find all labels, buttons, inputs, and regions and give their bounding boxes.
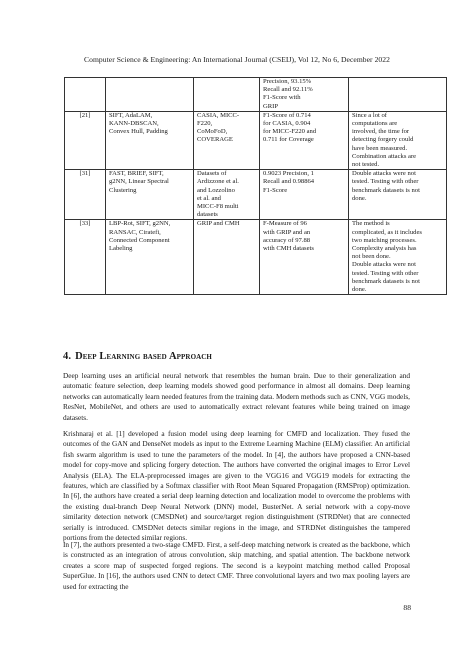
comparison-table — [64, 77, 447, 295]
table-cell — [194, 78, 260, 112]
paragraph-related-work: Krishnaraj et al. [1] developed a fusion model using deep learning for CMFD and localization. They fused the outcomes of the GAN and DenseNet models as input to the Extreme Learning Machine (ELM) classifier. An artificial fish swarm algorithm is used to tune the parameters of the model. In [4], the authors have proposed a CNN-based model for copy-move and splicing forgery detection. The authors have converted the original images to Error Level Analysis (ELA). The ELA-preprocessed images are given to the VGG16 and VGG19 models for extracting the features, which are classified by a Softmax classifier with Root Mean Squared Propagation (RMSProp) optimization. In [6], the authors have created a serial deep learning detection and localization model to overcome the problems with the existing dual-branch Deep Neural Network (DNN) model, BusterNet. A serial network with a copy-move similarity detection network (CMSDNet) and source/target region distinguishment (STRDNet) that are connected serially is introduced. CMSDNet detects similar regions in the image, and STRDNet distinguishes the tampered portions from the detected similar regions. — [63, 429, 410, 543]
table-row — [65, 111, 447, 169]
table-cell: Precision, 93.15% Recall and 92.11% F1-Score with GRIP — [260, 78, 349, 112]
table-cell: Double attacks were not tested. Testing with other benchmark datasets is not done. — [349, 170, 447, 220]
table-cell: FAST, BRIEF, SIFT, g2NN, Linear Spectral Clustering — [106, 170, 194, 220]
table-cell: 0.9023 Precision, 1 Recall and 0.98864 F1-Score — [260, 170, 349, 220]
table-cell: F-Measure of 96 with GRIP and an accuracy of 97.88 with CMH datasets — [260, 220, 349, 295]
section-number: 4. — [63, 351, 72, 362]
table-cell: SIFT, AdaLAM, KANN-DBSCAN, Convex Hull, Padding — [106, 111, 194, 169]
table-cell: GRIP and CMH — [194, 220, 260, 295]
table-row — [65, 78, 447, 112]
table-cell: [31] — [65, 170, 106, 220]
table-cell: CASIA, MICC- F220, CoMoFoD, COVERAGE — [194, 111, 260, 169]
table-row — [65, 170, 447, 220]
section-title: Deep Learning based Approach — [75, 351, 212, 362]
section-heading — [63, 351, 212, 362]
table-cell: [33] — [65, 220, 106, 295]
table-cell: LBP-Rot, SIFT, g2NN, RANSAC, Ciratefi, Connected Component Labeling — [106, 220, 194, 295]
table-cell: Since a lot of computations are involved, the time for detecting forgery could have been measured. Combination attacks are not tested. — [349, 111, 447, 169]
table-cell — [349, 78, 447, 112]
page-number: 88 — [403, 603, 411, 612]
paragraph-intro: Deep learning uses an artificial neural network that resembles the human brain. Due to their generalization and automatic feature selection, deep learning models showed good performance in almost all domains. Deep learning networks can automatically learn needed features from the training data. Modern methods such as CNN, VGG models, ResNet, MobileNet, and others are used to automatically extract relevant features while being trained on image datasets. — [63, 371, 410, 422]
table-cell — [65, 78, 106, 112]
table-cell — [106, 78, 194, 112]
journal-header: Computer Science & Engineering: An International Journal (CSEIJ), Vol 12, No 6, December 2022 — [84, 55, 390, 64]
table-cell: Datasets of Ardizzone et al. and Lozzolino et al. and MICC-F8 multi datasets — [194, 170, 260, 220]
table-cell: [21] — [65, 111, 106, 169]
paragraph-two-stage: In [7], the authors presented a two-stage CMFD. First, a self-deep matching network is created as the backbone, which is constructed as an integration of atrous convolution, skip matching, and spatial attention. The backbone network creates a score map of suspected forged regions. The second is a keypoint matching method called Proposal SuperGlue. In [16], the authors used CNN to detect CMF. Three convolutional layers and two max pooling layers are used for extracting the — [63, 540, 410, 591]
table-cell: F1-Score of 0.714 for CASIA, 0.904 for MICC-F220 and 0.711 for Coverage — [260, 111, 349, 169]
table-cell: The method is complicated, as it includes two matching processes. Complexity analysis has not been done. Double attacks were not tested. Testing with other benchmark datasets is not done. — [349, 220, 447, 295]
table-row — [65, 220, 447, 295]
